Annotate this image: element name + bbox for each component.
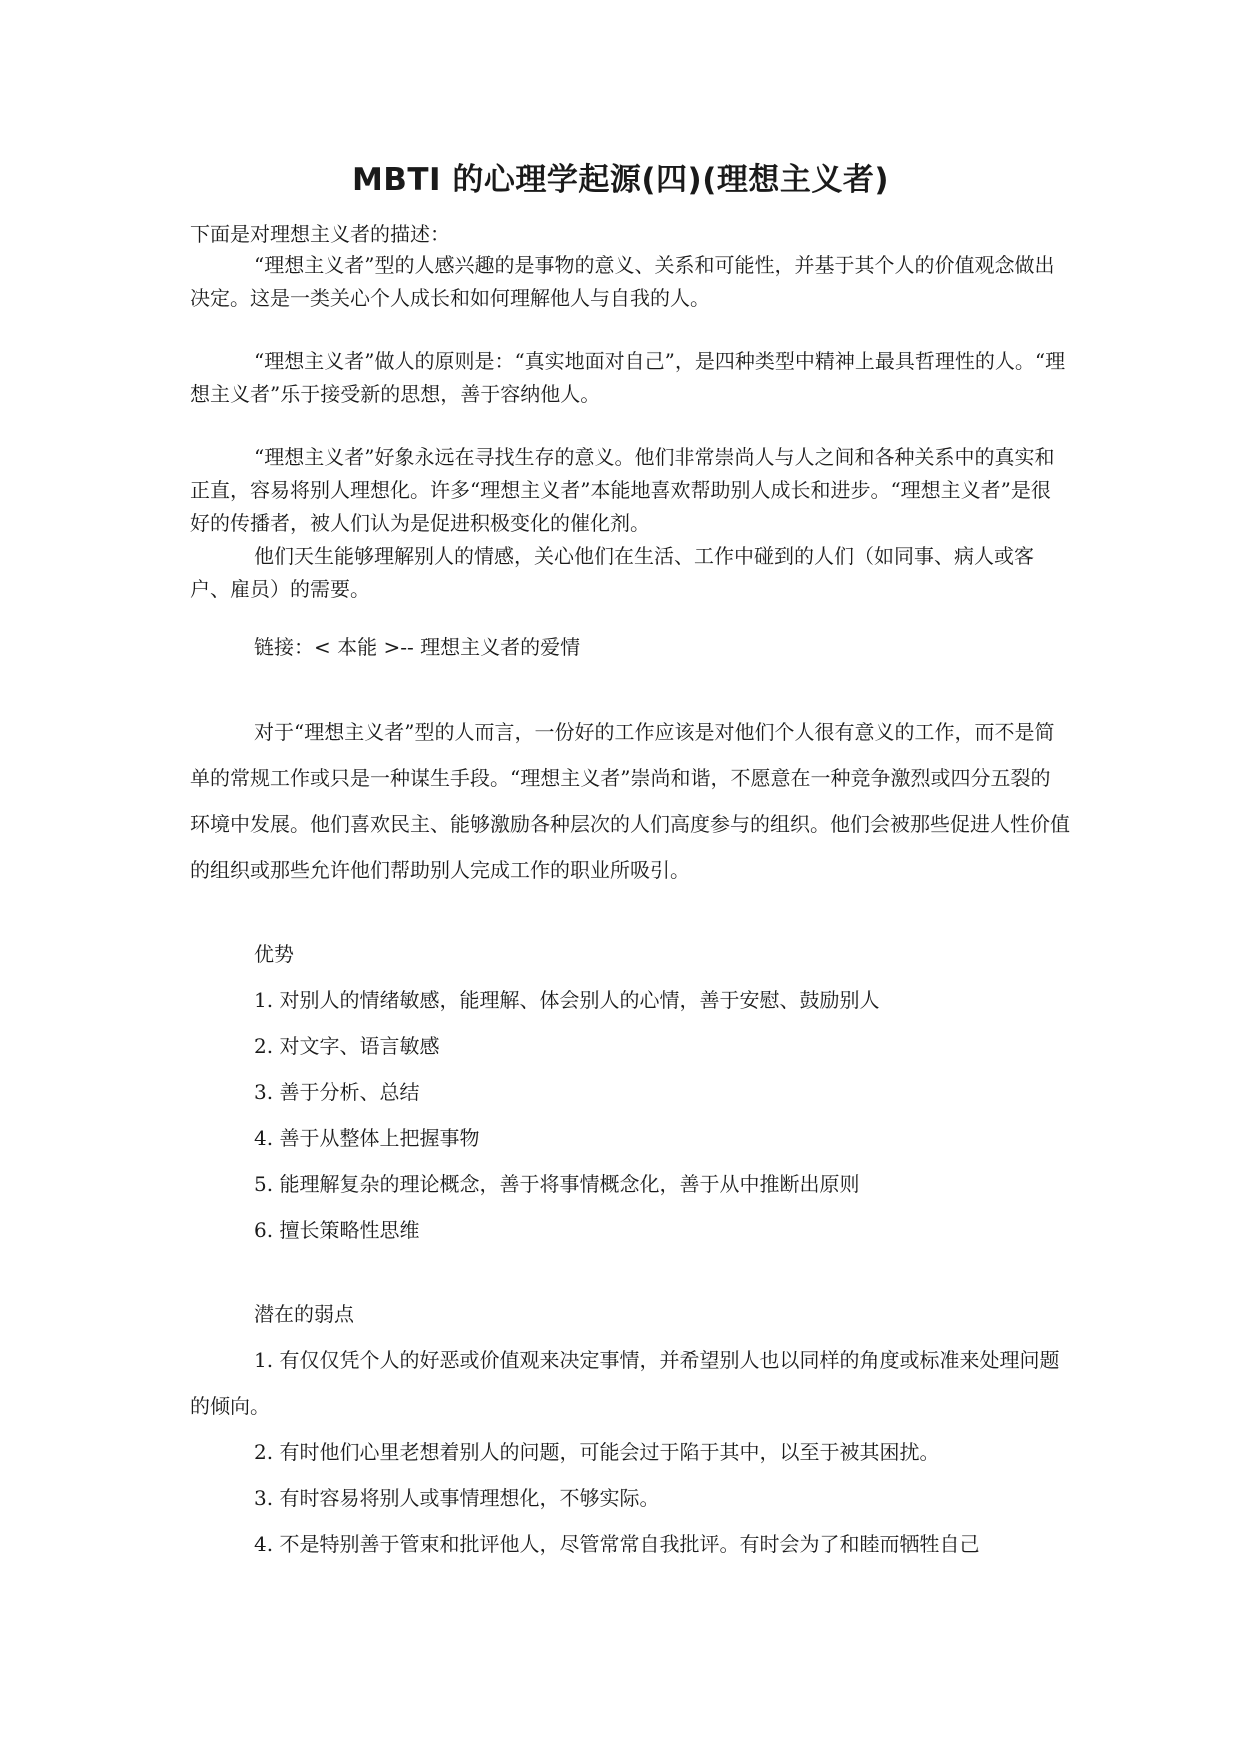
career-section [190,709,1070,893]
strength-item: 5. 能理解复杂的理论概念，善于将事情概念化，善于从中推断出原则 [254,1172,860,1196]
weakness-item: 4. 不是特别善于管束和批评他人，尽管常常自我批评。有时会为了和睦而牺牲自己 [254,1532,980,1556]
description-section [190,249,1070,631]
paragraph-1: “理想主义者”型的人感兴趣的是事物的意义、关系和可能性，并基于其个人的价值观念做出决定。这是一类关心个人成长和如何理解他人与自我的人。 [190,253,1055,310]
page-title: MBTI 的心理学起源(四)(理想主义者) [351,162,890,198]
paragraph-3: “理想主义者”好象永远在寻找生存的意义。他们非常崇尚人与人之间和各种关系中的真实和正直，容易将别人理想化。许多“理想主义者”本能地喜欢帮助别人成长和进步。“理想主义者”是很好的传播者，被人们认为是促进积极变化的催化剂。 [190,445,1055,535]
strength-item: 2. 对文字、语言敏感 [254,1034,440,1058]
career-paragraph: 对于“理想主义者”型的人而言，一份好的工作应该是对他们个人很有意义的工作，而不是简单的常规工作或只是一种谋生手段。“理想主义者”崇尚和谐，不愿意在一种竞争激烈或四分五裂的环境中发展。他们喜欢民主、能够激励各种层次的人们高度参与的组织。他们会被那些促进人性价值的组织或那些允许他们帮助别人完成工作的职业所吸引。 [190,720,1070,882]
strength-item: 4. 善于从整体上把握事物 [254,1126,480,1150]
strength-item: 6. 擅长策略性思维 [254,1218,420,1242]
weaknesses-section [190,1291,1070,1567]
paragraph-2: “理想主义者”做人的原则是：“真实地面对自己”，是四种类型中精神上最具哲理性的人。“理想主义者”乐于接受新的思想，善于容纳他人。 [190,349,1066,406]
strengths-section [190,931,1070,1253]
strength-item: 1. 对别人的情绪敏感，能理解、体会别人的心情，善于安慰、鼓励别人 [254,988,880,1012]
strength-item: 3. 善于分析、总结 [254,1080,420,1104]
related-link-line: 链接：< 本能 >-- 理想主义者的爱情 [254,635,581,659]
weakness-item: 3. 有时容易将别人或事情理想化，不够实际。 [254,1486,660,1510]
weakness-item: 2. 有时他们心里老想着别人的问题，可能会过于陷于其中，以至于被其困扰。 [254,1440,940,1464]
strengths-heading: 优势 [254,942,294,966]
weakness-item: 1. 有仅仅凭个人的好恶或价值观来决定事情，并希望别人也以同样的角度或标准来处理问题的倾向。 [190,1348,1060,1418]
document-body [190,220,1070,1567]
paragraph-4: 他们天生能够理解别人的情感，关心他们在生活、工作中碰到的人们（如同事、病人或客户、雇员）的需要。 [190,544,1034,601]
weaknesses-heading: 潜在的弱点 [254,1302,354,1326]
intro-line: 下面是对理想主义者的描述： [190,222,450,246]
